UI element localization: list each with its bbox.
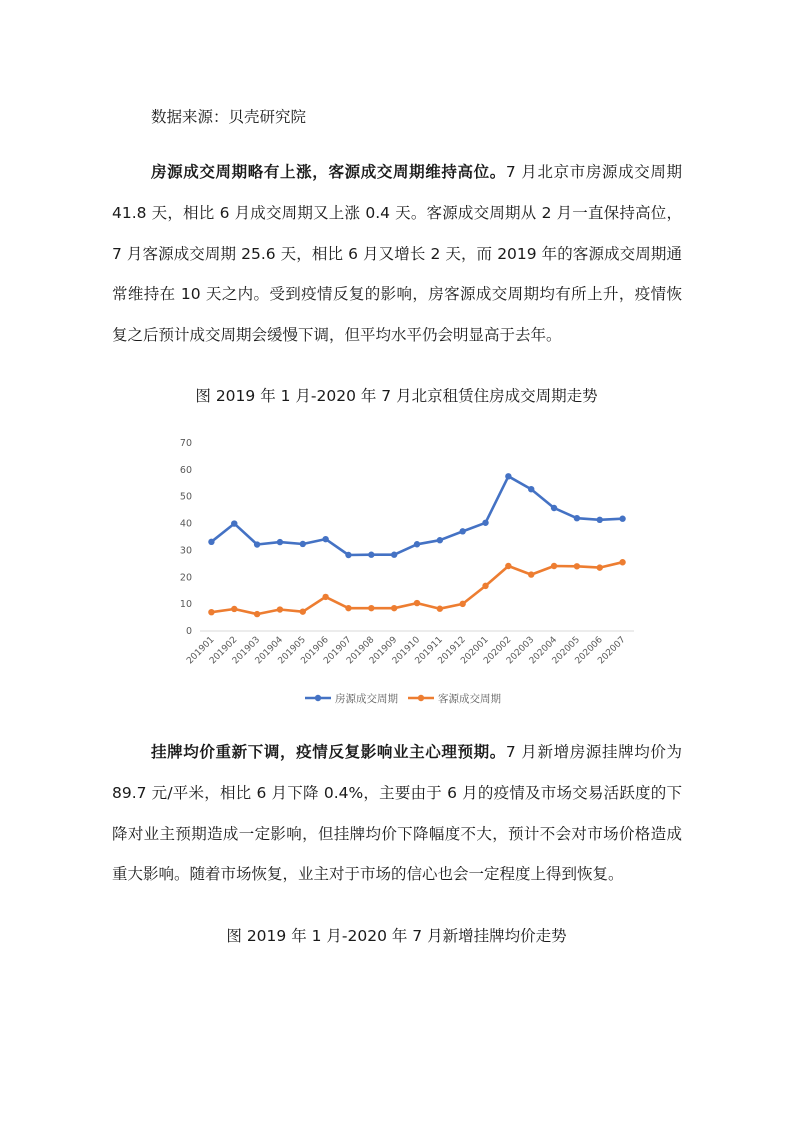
- chart-caption-price: 图 2019 年 1 月-2020 年 7 月新增挂牌均价走势: [226, 927, 567, 945]
- data-point: [482, 583, 488, 589]
- legend-item-1: [305, 692, 398, 705]
- data-point: [391, 552, 397, 558]
- source-note: 数据来源：贝壳研究院: [151, 108, 307, 126]
- data-point: [345, 605, 351, 611]
- y-tick-label: 40: [179, 518, 192, 530]
- chart-axes: [180, 438, 634, 666]
- x-tick-label: 202005: [550, 635, 583, 667]
- chart-series-layer: [208, 473, 626, 617]
- legend-label: 客源成交周期: [438, 693, 501, 705]
- x-tick-label: 201909: [367, 635, 400, 667]
- x-tick-label: 202006: [573, 635, 605, 667]
- data-point: [231, 520, 237, 526]
- paragraph-price-lead: 挂牌均价重新下调，疫情反复影响业主心理预期。: [151, 743, 506, 761]
- paragraph-cycle-lead: 房源成交周期略有上涨，客源成交周期维持高位。: [151, 163, 506, 181]
- data-point: [459, 601, 465, 607]
- data-point: [437, 537, 443, 543]
- data-point: [619, 516, 625, 522]
- data-point: [528, 486, 534, 492]
- x-tick-label: 202007: [596, 635, 628, 667]
- data-point: [482, 520, 488, 526]
- legend-marker: [418, 695, 424, 701]
- data-point: [597, 564, 603, 570]
- legend-item-2: [408, 692, 501, 705]
- cycle-line-chart: [168, 432, 648, 722]
- data-point: [551, 563, 557, 569]
- x-tick-label: 201910: [390, 635, 423, 667]
- data-point: [322, 594, 328, 600]
- y-tick-label: 30: [179, 545, 192, 557]
- data-point: [345, 552, 351, 558]
- x-tick-label: 202002: [482, 635, 514, 667]
- y-tick-label: 70: [179, 438, 192, 449]
- data-point: [322, 536, 328, 542]
- data-point: [208, 539, 214, 545]
- data-point: [414, 600, 420, 606]
- data-point: [551, 505, 557, 511]
- y-tick-label: 10: [179, 599, 192, 611]
- paragraph-price-body: 7 月新增房源挂牌均价为 89.7 元/平米，相比 6 月下降 0.4%，主要由于 6 月的疫情及市场交易活跃度的下降对业主预期造成一定影响，但挂牌均价下降幅度不大，预计不会对市场价格造成重大影响。随着市场恢复，业主对于市场的信心也会一定程度上得到恢复。: [112, 743, 682, 884]
- x-tick-label: 201912: [436, 635, 468, 667]
- paragraph-cycle: [112, 152, 682, 356]
- data-point: [574, 563, 580, 569]
- data-point: [505, 563, 511, 569]
- series-2: [208, 559, 626, 617]
- data-point: [597, 517, 603, 523]
- data-point: [231, 606, 237, 612]
- paragraph-cycle-body: 7 月北京市房源成交周期 41.8 天，相比 6 月成交周期又上涨 0.4 天。客源成交周期从 2 月一直保持高位，7 月客源成交周期 25.6 天，相比 6 月又增长 2 天，而 2019 年的客源成交周期通常维持在 10 天之内。受到疫情反复的影响，房客源成交周期均有所上升，疫情恢复之后预计成交周期会缓慢下调，但平均水平仍会明显高于去年。: [112, 163, 682, 345]
- data-point: [437, 606, 443, 612]
- data-point: [254, 541, 260, 547]
- y-tick-label: 0: [185, 626, 192, 637]
- data-point: [254, 611, 260, 617]
- y-tick-label: 60: [179, 464, 192, 476]
- data-point: [528, 571, 534, 577]
- x-tick-label: 202003: [504, 635, 537, 667]
- data-point: [619, 559, 625, 565]
- x-tick-label: 202001: [459, 635, 491, 667]
- data-point: [414, 541, 420, 547]
- x-tick-label: 201908: [345, 635, 377, 667]
- x-tick-label: 201906: [299, 635, 331, 667]
- legend-marker: [315, 695, 321, 701]
- x-tick-label: 201911: [413, 635, 445, 667]
- data-point: [300, 608, 306, 614]
- data-point: [277, 539, 283, 545]
- data-point: [300, 541, 306, 547]
- data-point: [505, 473, 511, 479]
- data-point: [368, 552, 374, 558]
- x-tick-label: 201902: [208, 635, 240, 667]
- x-tick-label: 201904: [253, 635, 286, 667]
- series-line: [211, 562, 622, 614]
- y-tick-label: 20: [179, 572, 192, 584]
- y-tick-label: 50: [179, 491, 192, 503]
- data-point: [459, 528, 465, 534]
- x-tick-label: 201901: [185, 635, 217, 667]
- x-tick-label: 201907: [322, 635, 354, 667]
- data-point: [277, 606, 283, 612]
- x-tick-label: 201905: [276, 635, 308, 667]
- x-tick-label: 201903: [230, 635, 263, 667]
- series-1: [208, 473, 626, 558]
- chart-legend: [305, 692, 501, 705]
- paragraph-price: [112, 732, 682, 895]
- data-point: [391, 605, 397, 611]
- chart-caption-cycle: 图 2019 年 1 月-2020 年 7 月北京租赁住房成交周期走势: [195, 387, 598, 405]
- data-point: [208, 609, 214, 615]
- legend-label: 房源成交周期: [335, 693, 398, 705]
- data-point: [368, 605, 374, 611]
- x-tick-label: 202004: [527, 635, 560, 667]
- data-point: [574, 515, 580, 521]
